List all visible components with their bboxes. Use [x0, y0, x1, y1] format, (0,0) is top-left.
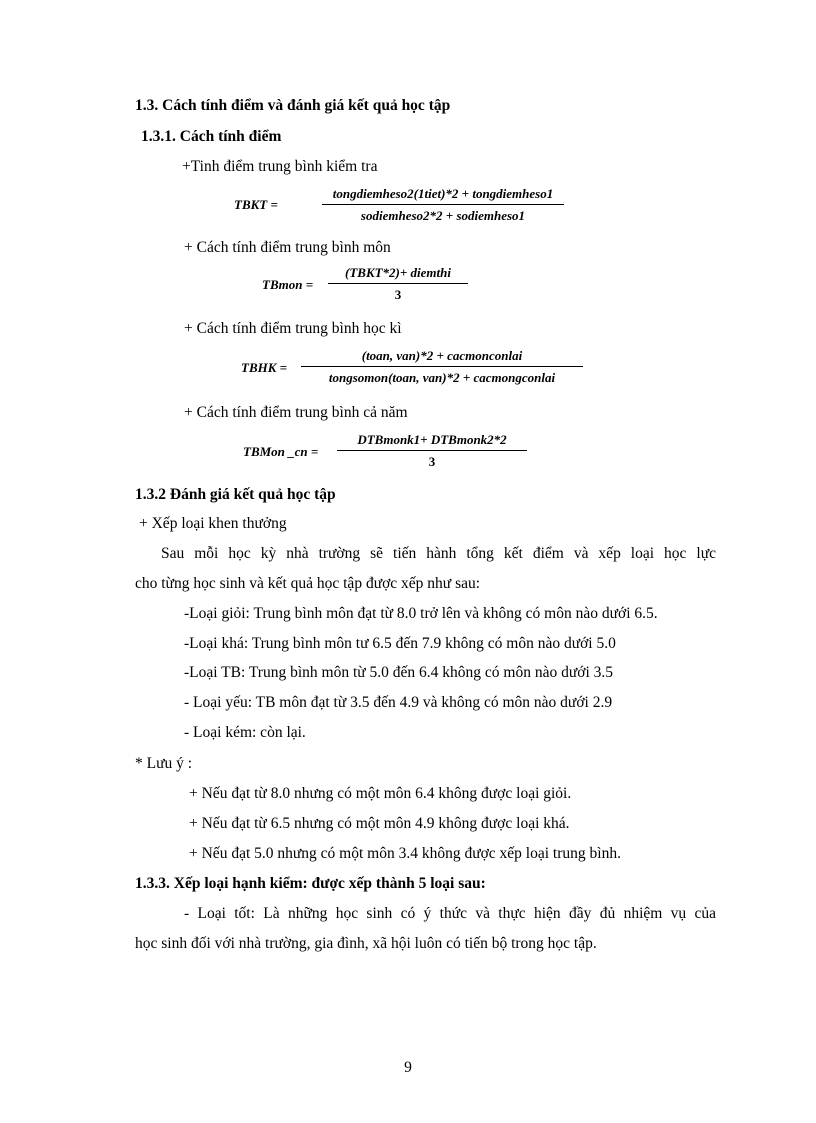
tbkt-label: +Tinh điểm trung bình kiểm tra — [182, 158, 378, 175]
grade-item-gioi: -Loại giỏi: Trung bình môn đạt từ 8.0 trở lên và không có môn nào dưới 6.5. — [184, 605, 658, 622]
formula-tbcn-fraction — [337, 432, 527, 470]
formula-tbhk-denominator: tongsomon(toan, van)*2 + cacmongconlai — [328, 370, 556, 385]
grade-item-kem: - Loại kém: còn lại. — [184, 724, 306, 741]
page-number: 9 — [404, 1059, 412, 1076]
note-label: * Lưu ý : — [135, 755, 193, 772]
formula-tbkt — [234, 186, 574, 230]
reward-heading: + Xếp loại khen thưởng — [139, 515, 287, 532]
fraction-bar — [328, 283, 468, 284]
formula-tbhk-lhs: TBHK = — [241, 360, 288, 375]
subsection-title-1-3-3: 1.3.3. Xếp loại hạnh kiểm: được xếp thành 5 loại sau: — [135, 875, 486, 892]
formula-tbmon-numerator: (TBKT*2)+ diemthi — [345, 265, 451, 280]
section-title: 1.3. Cách tính điểm và đánh giá kết quả học tập — [135, 97, 451, 114]
formula-tbmon-denominator: 3 — [394, 287, 402, 302]
fraction-bar — [322, 204, 564, 205]
formula-tbcn — [243, 432, 543, 478]
fraction-bar — [337, 450, 527, 451]
grade-item-tb: -Loại TB: Trung bình môn từ 5.0 đến 6.4 không có môn nào dưới 3.5 — [184, 664, 613, 681]
formula-tbhk-fraction — [301, 348, 583, 386]
paragraph-line: học sinh đối với nhà trường, gia đình, xã hội luôn có tiến bộ trong học tập. — [135, 935, 597, 952]
fraction-bar — [301, 366, 583, 367]
grade-item-yeu: - Loại yếu: TB môn đạt từ 3.5 đến 4.9 và không có môn nào dưới 2.9 — [184, 694, 613, 711]
subsection-title-1-3-2: 1.3.2 Đánh giá kết quả học tập — [135, 486, 336, 503]
note-item: + Nếu đạt từ 6.5 nhưng có một môn 4.9 không được loại khá. — [189, 815, 570, 832]
formula-tbcn-numerator: DTBmonk1+ DTBmonk2*2 — [357, 432, 507, 447]
paragraph-line: cho từng học sinh và kết quả học tập được xếp như sau: — [135, 575, 481, 592]
formula-tbkt-fraction — [322, 186, 564, 224]
formula-tbcn-lhs: TBMon _cn = — [243, 444, 319, 459]
formula-tbhk-numerator: (toan, van)*2 + cacmonconlai — [361, 348, 523, 363]
note-item: + Nếu đạt từ 8.0 nhưng có một môn 6.4 không được loại giỏi. — [189, 785, 572, 802]
tbcn-label: + Cách tính điểm trung bình cả năm — [184, 404, 408, 421]
tbmon-label: + Cách tính điểm trung bình môn — [184, 239, 391, 256]
paragraph-line: Sau mỗi học kỳ nhà trường sẽ tiến hành tổng kết điểm và xếp loại học lực — [161, 545, 716, 562]
formula-tbmon — [262, 265, 482, 311]
formula-tbkt-lhs: TBKT = — [234, 197, 278, 212]
formula-tbmon-lhs: TBmon = — [262, 277, 314, 292]
subsection-title-1-3-1: 1.3.1. Cách tính điểm — [141, 128, 282, 145]
paragraph-line: - Loại tốt: Là những học sinh có ý thức và thực hiện đầy đủ nhiệm vụ của — [184, 905, 716, 922]
formula-tbcn-denominator: 3 — [428, 454, 436, 469]
grade-item-kha: -Loại khá: Trung bình môn tư 6.5 đến 7.9 không có môn nào dưới 5.0 — [184, 635, 616, 652]
formula-tbmon-fraction — [328, 265, 468, 303]
tbhk-label: + Cách tính điểm trung bình học kì — [184, 320, 402, 337]
note-item: + Nếu đạt 5.0 nhưng có một môn 3.4 không được xếp loại trung bình. — [189, 845, 621, 862]
formula-tbhk — [241, 348, 591, 394]
formula-tbkt-denominator: sodiemheso2*2 + sodiemheso1 — [360, 208, 526, 223]
formula-tbkt-numerator: tongdiemheso2(1tiet)*2 + tongdiemheso1 — [332, 186, 554, 201]
